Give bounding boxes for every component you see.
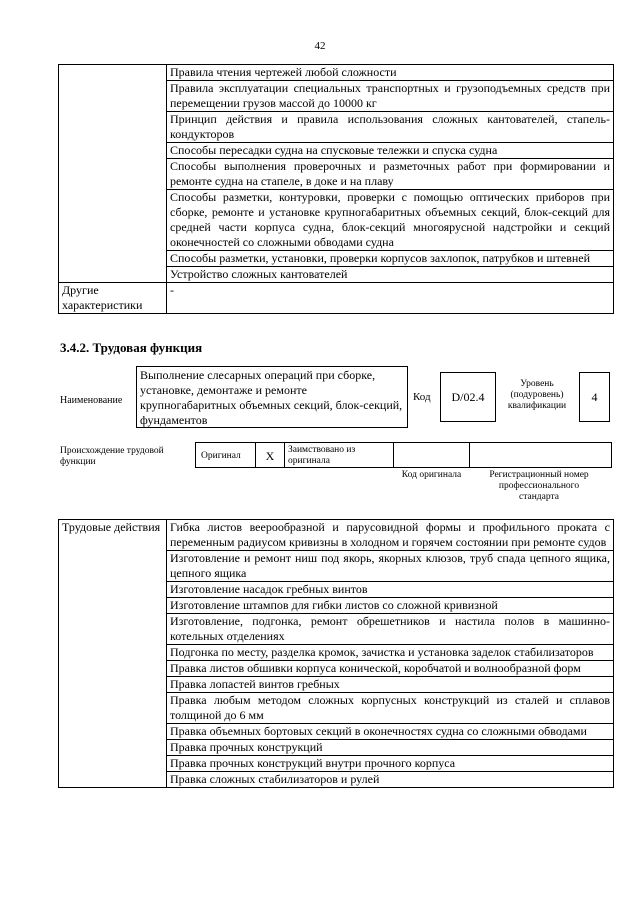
page-number: 42: [314, 40, 326, 52]
action-item: Правка любым методом сложных корпусных конструкций из сталей и сплавов толщиной до 6 мм: [167, 693, 614, 724]
action-item: Правка объемных бортовых секций в оконечностях судна со сложными обводами: [167, 724, 614, 740]
origin-label: Происхождение трудовой функции: [60, 446, 164, 467]
knowledge-label-cell: [59, 65, 167, 283]
original-label: Оригинал: [195, 442, 256, 468]
level-label: Уровень (подуровень) квалификации: [507, 379, 567, 411]
other-characteristics-label: Другие характеристики: [59, 283, 167, 314]
knowledge-item: Способы разметки, контуровки, проверки с помощью оптических приборов при сборке, ремонте и установке крупногабаритных объемных секций, блок-секций для средней части корпуса судна, блок-секций многоярусной надстройки и секций оконечностей со сложными обводами судна: [167, 190, 614, 251]
level-value: 4: [579, 372, 610, 422]
knowledge-item: Правила эксплуатации специальных транспортных и грузоподъемных средств при перемещении грузов массой до 10000 кг: [167, 81, 614, 112]
name-value: Выполнение слесарных операций при сборке, установке, демонтаже и ремонте крупногабаритных объемных секций, блок-секций, фундаментов: [136, 366, 408, 428]
knowledge-item: Способы разметки, установки, проверки корпусов захлопок, патрубков и штевней: [167, 251, 614, 267]
other-characteristics-value: -: [167, 283, 614, 314]
code-original-caption: Код оригинала: [401, 470, 462, 480]
actions-label: Трудовые действия: [59, 520, 167, 788]
section-heading: 3.4.2. Трудовая функция: [60, 340, 203, 355]
original-mark: X: [255, 442, 285, 468]
knowledge-item: Способы выполнения проверочных и разметочных работ при формировании и ремонте судна на стапеле, в доке и на плаву: [167, 159, 614, 190]
action-item: Изготовление, подгонка, ремонт обрешетников и настила полов в машинно-котельных отделениях: [167, 614, 614, 645]
action-item: Правка прочных конструкций внутри прочного корпуса: [167, 756, 614, 772]
action-item: Подгонка по месту, разделка кромок, зачистка и установка заделок стабилизаторов: [167, 645, 614, 661]
knowledge-item: Способы пересадки судна на спусковые тележки и спуска судна: [167, 143, 614, 159]
actions-table: [58, 519, 614, 788]
reg-number-cell: [469, 442, 612, 468]
name-label: Наименование: [60, 395, 123, 406]
reg-number-caption: Регистрационный номер профессионального стандарта: [489, 470, 589, 502]
code-value: D/02.4: [440, 372, 496, 422]
knowledge-item: Правила чтения чертежей любой сложности: [167, 65, 614, 81]
action-item: Правка сложных стабилизаторов и рулей: [167, 772, 614, 788]
action-item: Правка прочных конструкций: [167, 740, 614, 756]
code-original-cell: [393, 442, 470, 468]
action-item: Изготовление штампов для гибки листов со сложной кривизной: [167, 598, 614, 614]
knowledge-table: [58, 64, 614, 314]
knowledge-item: Устройство сложных кантователей: [167, 267, 614, 283]
action-item: Правка лопастей винтов гребных: [167, 677, 614, 693]
knowledge-item: Принцип действия и правила использования сложных кантователей, стапель-кондукторов: [167, 112, 614, 143]
action-item: Изготовление насадок гребных винтов: [167, 582, 614, 598]
code-label: Код: [413, 391, 431, 403]
action-item: Правка листов обшивки корпуса конической, коробчатой и волнообразной форм: [167, 661, 614, 677]
action-item: Изготовление и ремонт ниш под якорь, якорных клюзов, труб спада цепного ящика, цепного ящика: [167, 551, 614, 582]
borrowed-label: Заимствовано из оригинала: [284, 442, 394, 468]
action-item: Гибка листов веерообразной и парусовидной формы и профильного проката с переменным радиусом кривизны в холодном и горячем состоянии при ремонте судов: [167, 520, 614, 551]
